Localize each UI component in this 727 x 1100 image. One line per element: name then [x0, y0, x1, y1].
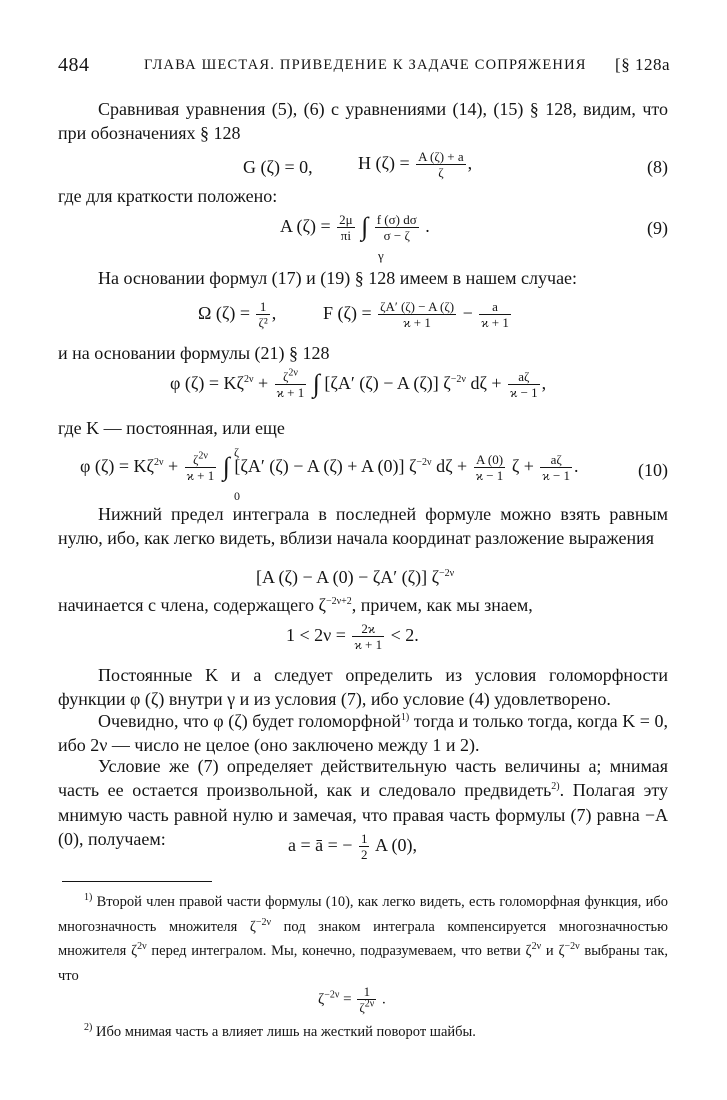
- equation-8: G (ζ) = 0, H (ζ) = $\frac{A (\zeta) + a}{\zeta}$ , (8): [243, 149, 668, 180]
- footnote-equation: $\zeta^{-2\nu}$ = $\frac{1}{\zeta^{2\nu}}$ .: [318, 984, 386, 1015]
- paragraph-10: Условие же (7) определяет действительную часть величины a; мнимая часть ее остается произвольной, как и следовало предвидеть$^{2)}$. Полагая эту мнимую часть равной нулю и замечая, что правая часть формулы (7) равна −A (0), получаем:: [58, 756, 668, 850]
- equation-number: (8): [647, 157, 668, 177]
- footnote-divider: [62, 881, 212, 882]
- equation-inequality: 1 < 2ν = $\frac{2ϰ}{ϰ + 1}$ < 2.: [286, 621, 419, 652]
- paragraph-4: и на основании формулы (21) § 128: [58, 343, 330, 363]
- equation-number: (10): [638, 460, 668, 480]
- paragraph-5: где K — постоянная, или еще: [58, 418, 285, 438]
- equation-9: A (ζ) = $\frac{2\mu}{\pi i}$ ∫ $\frac{f (\sigma) d\sigma}{\sigma - \zeta}$ . γ (9): [280, 211, 668, 263]
- chapter-title: ГЛАВА ШЕСТАЯ. ПРИВЕДЕНИЕ К ЗАДАЧЕ СОПРЯЖЕНИЯ: [144, 57, 587, 73]
- paragraph-2: где для краткости положено:: [58, 186, 278, 206]
- equation-expression: [A (ζ) − A (0) − ζA′ (ζ)] $\zeta^{-2\nu}$: [256, 567, 455, 587]
- paragraph-6: Нижний предел интеграла в последней формуле можно взять равным нулю, ибо, как легко видеть, вблизи начала координат разложение выражения: [58, 504, 668, 549]
- equation-10: φ $(\zeta) = K\zeta^{2\nu}$ + $\frac{\zeta^{2\nu}}{ϰ + 1}$ ∫ [ζA′ (ζ) − A (ζ) + A (0)] $\zeta^{-2\nu}$ dζ + $\frac{A (0)}{ϰ - 1}$ ζ + $\frac{a\zeta}{ϰ - 1}$ . ζ 0 (10): [80, 445, 668, 503]
- paragraph-3: На основании формул (17) и (19) § 128 имеем в нашем случае:: [98, 268, 578, 288]
- equation-number: (9): [647, 218, 668, 238]
- paragraph-7: начинается с члена, содержащего $\zeta^{-2\nu+2}$, причем, как мы знаем,: [58, 595, 533, 615]
- paragraph-9: Очевидно, что φ (ζ) будет голоморфной$^{1)}$ тогда и только тогда, когда K = 0, ибо 2ν — число не целое (оно заключено между 1 и 2).: [58, 711, 669, 756]
- footnote-1: $^{1)}$ Второй член правой части формулы (10), как легко видеть, есть голоморфная функция, ибо многозначность множителя $\zeta^{-2\nu}$ под знаком интеграла компенсируется многозначностью множителя $\zeta^{2\nu}$ перед интегралом. Мы, конечно, подразумеваем, что ветви $\zeta^{2\nu}$ и $\zeta^{-2\nu}$ выбраны так, что: [58, 892, 669, 984]
- paragraph-8: Постоянные K и a следует определить из условия голоморфности функции φ (ζ) внутри γ и из условия (7), ибо условие (4) удовлетворено.: [58, 665, 668, 710]
- page-number: 484: [58, 54, 90, 76]
- running-header: [58, 54, 670, 80]
- paragraph-1: Сравнивая уравнения (5), (6) с уравнениями (14), (15) § 128, видим, что при обозначениях § 128: [58, 99, 668, 144]
- section-ref: [§ 128a: [615, 55, 670, 74]
- equation-phi-1: φ $(\zeta) = K\zeta^{2\nu}$ + $\frac{\zeta^{2\nu}}{ϰ + 1}$ ∫ [ζA′ (ζ) − A (ζ)] $\zeta^{-2\nu}$ dζ + $\frac{a\zeta}{ϰ - 1}$ ,: [170, 367, 547, 400]
- footnote-2: $^{2)}$ Ибо мнимая часть a влияет лишь на жесткий поворот шайбы.: [84, 1022, 476, 1040]
- equation-a: a = ā = − $\frac{1}{2}$ A (0),: [288, 831, 417, 862]
- equation-omega: Ω (ζ) = $\frac{1}{\text{ζ²}}$ , F (ζ) = $\frac{\zeta A' (\zeta) - A (\zeta)}{ϰ + 1}$ − $\frac{a}{ϰ + 1}$: [198, 299, 509, 330]
